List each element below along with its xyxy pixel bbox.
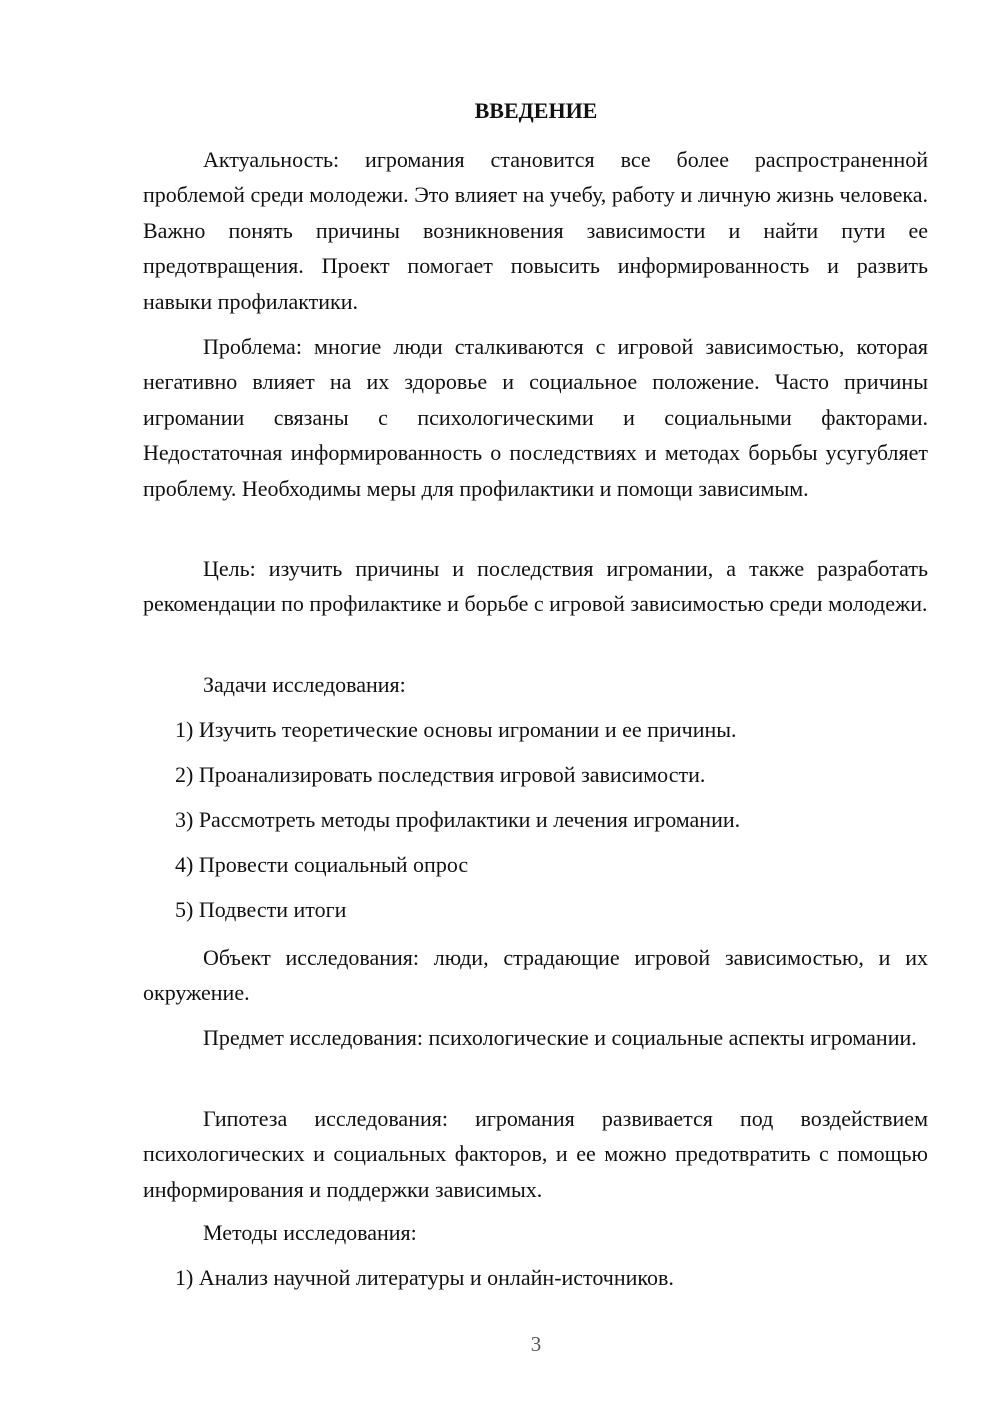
paragraph-relevance: Актуальность: игромания становится все более распространенной проблемой среди молодежи. Это влияет на учебу, работу и личную жизнь человека. Важно понять причины возникновения зависимости и найти пути ее предотвращения. Проект помогает повысить информированность и развить навыки профилактики. [143, 147, 928, 314]
task-item: 5) Подвести итоги [175, 897, 347, 922]
task-item: 3) Рассмотреть методы профилактики и лечения игромании. [175, 807, 741, 832]
task-item: 2) Проанализировать последствия игровой зависимости. [175, 762, 706, 787]
paragraph-goal: Цель: изучить причины и последствия игромании, а также разработать рекомендации по профилактике и борьбе с игровой зависимостью среди молодежи. [143, 556, 928, 617]
paragraph-subject: Предмет исследования: психологические и социальные аспекты игромании. [203, 1025, 917, 1050]
task-item: 4) Провести социальный опрос [175, 852, 469, 877]
paragraph-problem: Проблема: многие люди сталкиваются с игровой зависимостью, которая негативно влияет на их здоровье и социальное положение. Часто причины игромании связаны с психологическими и социальными факторами. Недостаточная информированность о последствиях и методах борьбы усугубляет проблему. Необходимы меры для профилактики и помощи зависимым. [143, 334, 928, 501]
page-number: 3 [530, 1332, 542, 1356]
methods-label: Методы исследования: [203, 1220, 417, 1245]
tasks-label: Задачи исследования: [203, 672, 406, 697]
paragraph-object: Объект исследования: люди, страдающие игровой зависимостью, и их окружение. [143, 945, 928, 1006]
task-item: 1) Изучить теоретические основы игромании и ее причины. [175, 717, 737, 742]
paragraph-hypothesis: Гипотеза исследования: игромания развивается под воздействием психологических и социальных факторов, и ее можно предотвратить с помощью информирования и поддержки зависимых. [143, 1106, 928, 1202]
section-title: ВВЕДЕНИЕ [474, 98, 598, 123]
method-item: 1) Анализ научной литературы и онлайн-источников. [175, 1265, 674, 1290]
